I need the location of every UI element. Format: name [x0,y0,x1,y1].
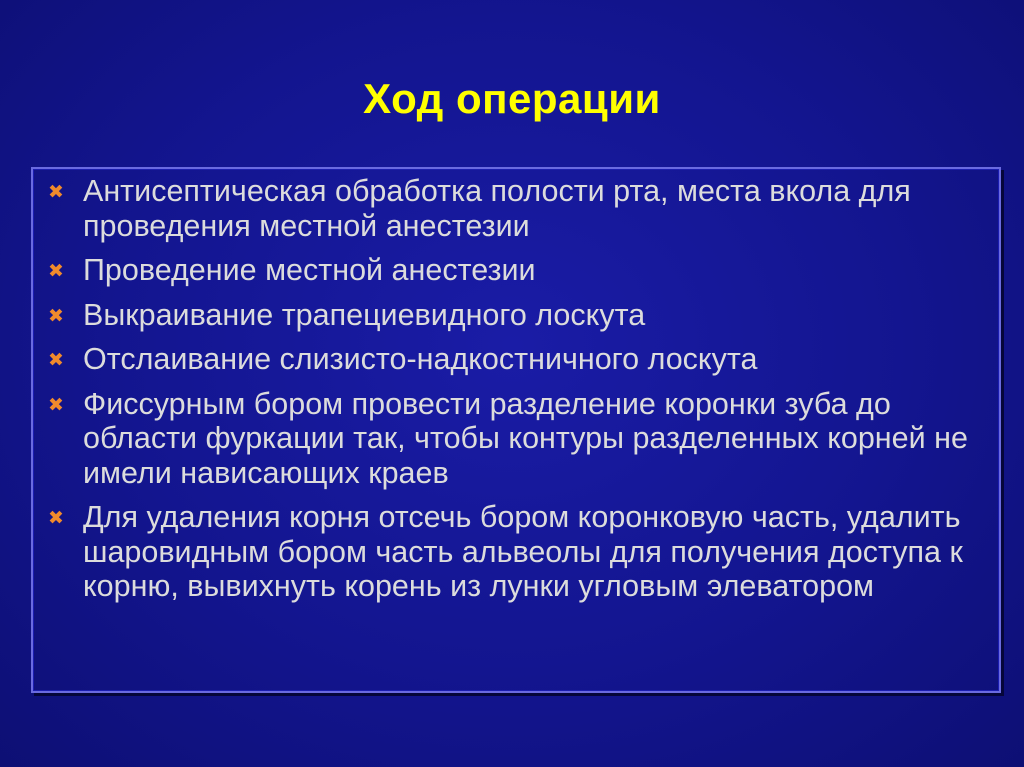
bullet-cross-icon: ✖ [48,304,64,327]
bullet-text: Отслаивание слизисто-надкостничного лоскута [83,342,758,376]
slide-title: Ход операции [363,75,661,122]
bullet-cross-icon: ✖ [48,393,64,416]
bullet-item-flap-detachment [46,342,996,377]
bullet-list [46,174,996,614]
bullet-text: Для удаления корня отсечь бором коронковую часть, удалить шаровидным бором часть альвеолы для получения доступа к корню, вывихнуть корень из лунки угловым элеватором [83,500,963,603]
bullet-item-anesthesia [46,253,996,288]
bullet-text: Фиссурным бором провести разделение коронки зуба до области фуркации так, чтобы контуры разделенных корней не имели нависающих краев [83,386,968,490]
bullet-text: Антисептическая обработка полости рта, места вкола для проведения местной анестезии [83,174,911,243]
bullet-cross-icon: ✖ [48,260,64,282]
bullet-item-flap-cutting [46,298,996,333]
bullet-text: Выкраивание трапециевидного лоскута [83,297,646,332]
bullet-cross-icon: ✖ [48,181,64,203]
bullet-item-crown-separation [46,387,996,491]
bullet-cross-icon: ✖ [48,507,64,529]
bullet-item-root-removal [46,500,996,604]
bullet-text: Проведение местной анестезии [83,253,536,287]
bullet-item-antiseptic [46,174,996,243]
bullet-cross-icon: ✖ [48,349,64,371]
